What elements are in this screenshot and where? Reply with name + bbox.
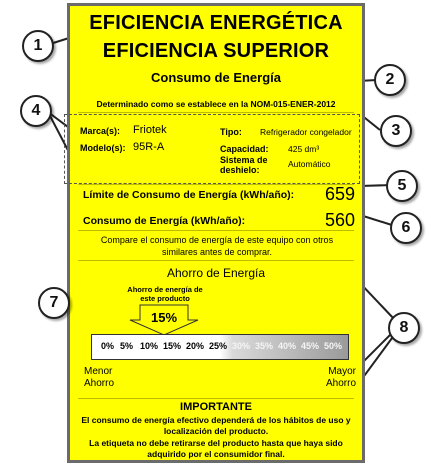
modelo-value: 95R-A xyxy=(133,141,165,153)
ahorro-producto-label: Ahorro de energía de este producto xyxy=(127,285,203,303)
scale-tick: 40% xyxy=(278,341,297,351)
tipo-label: Tipo: xyxy=(220,127,242,137)
callout-2: 2 xyxy=(374,64,406,96)
scale-tick: 30% xyxy=(232,341,251,351)
capacidad-value: 425 dm³ xyxy=(288,144,320,154)
divider xyxy=(78,230,354,231)
callout-1: 1 xyxy=(22,30,54,62)
menor-ahorro: Menor Ahorro xyxy=(84,366,115,389)
title-superior: EFICIENCIA SUPERIOR xyxy=(102,40,330,62)
scale-tick: 15% xyxy=(163,341,182,351)
importante-text-2: La etiqueta no debe retirarse del producto hasta que haya sido adquirido por el consumidor final. xyxy=(89,438,343,459)
deshielo-label: Sistema de deshielo: xyxy=(220,155,268,175)
importante-title: IMPORTANTE xyxy=(180,401,252,413)
savings-scale xyxy=(91,334,349,360)
callout-5: 5 xyxy=(386,170,418,202)
scale-tick: 45% xyxy=(301,341,320,351)
limite-value: 659 xyxy=(325,184,356,204)
energy-label xyxy=(67,3,365,463)
divider xyxy=(78,112,354,113)
marca-value: Friotek xyxy=(133,124,167,136)
consumo-label: Consumo de Energía (kWh/año): xyxy=(83,215,246,227)
marca-label: Marca(s): xyxy=(80,126,121,136)
scale-tick: 20% xyxy=(186,341,205,351)
callout-3: 3 xyxy=(380,115,412,147)
scale-tick: 10% xyxy=(140,341,159,351)
energy-consumption-subtitle: Consumo de Energía xyxy=(150,70,282,85)
scale-tick: 25% xyxy=(209,341,228,351)
norm-text: Determinado como se establece en la NOM-015-ENER-2012 xyxy=(96,99,336,109)
capacidad-label: Capacidad: xyxy=(220,144,269,154)
scale-tick: 35% xyxy=(255,341,274,351)
scale-tick: 5% xyxy=(120,341,134,351)
compare-text: Compare el consumo de energía de este equipo con otros similares antes de comprar. xyxy=(100,235,334,257)
callout-7: 7 xyxy=(38,287,70,319)
divider xyxy=(78,260,354,261)
deshielo-value: Automático xyxy=(288,159,331,169)
limite-label: Límite de Consumo de Energía (kWh/año): xyxy=(83,189,295,201)
title-efficiency: EFICIENCIA ENERGÉTICA xyxy=(89,12,343,34)
mayor-ahorro: Mayor Ahorro xyxy=(325,366,356,389)
scale-tick: 0% xyxy=(101,341,115,351)
ahorro-title: Ahorro de Energía xyxy=(166,266,266,280)
divider xyxy=(78,398,354,399)
divider xyxy=(78,184,354,185)
callout-4: 4 xyxy=(20,95,52,127)
callout-8: 8 xyxy=(388,312,420,344)
modelo-label: Modelo(s): xyxy=(80,143,126,153)
scale-tick: 50% xyxy=(324,341,343,351)
importante-text-1: El consumo de energía efectivo dependerá de los hábitos de uso y localización del producto. xyxy=(81,415,351,436)
tipo-value: Refrigerador congelador xyxy=(260,127,352,137)
consumo-value: 560 xyxy=(325,210,356,230)
callout-6: 6 xyxy=(390,212,422,244)
ahorro-value: 15% xyxy=(150,310,178,325)
